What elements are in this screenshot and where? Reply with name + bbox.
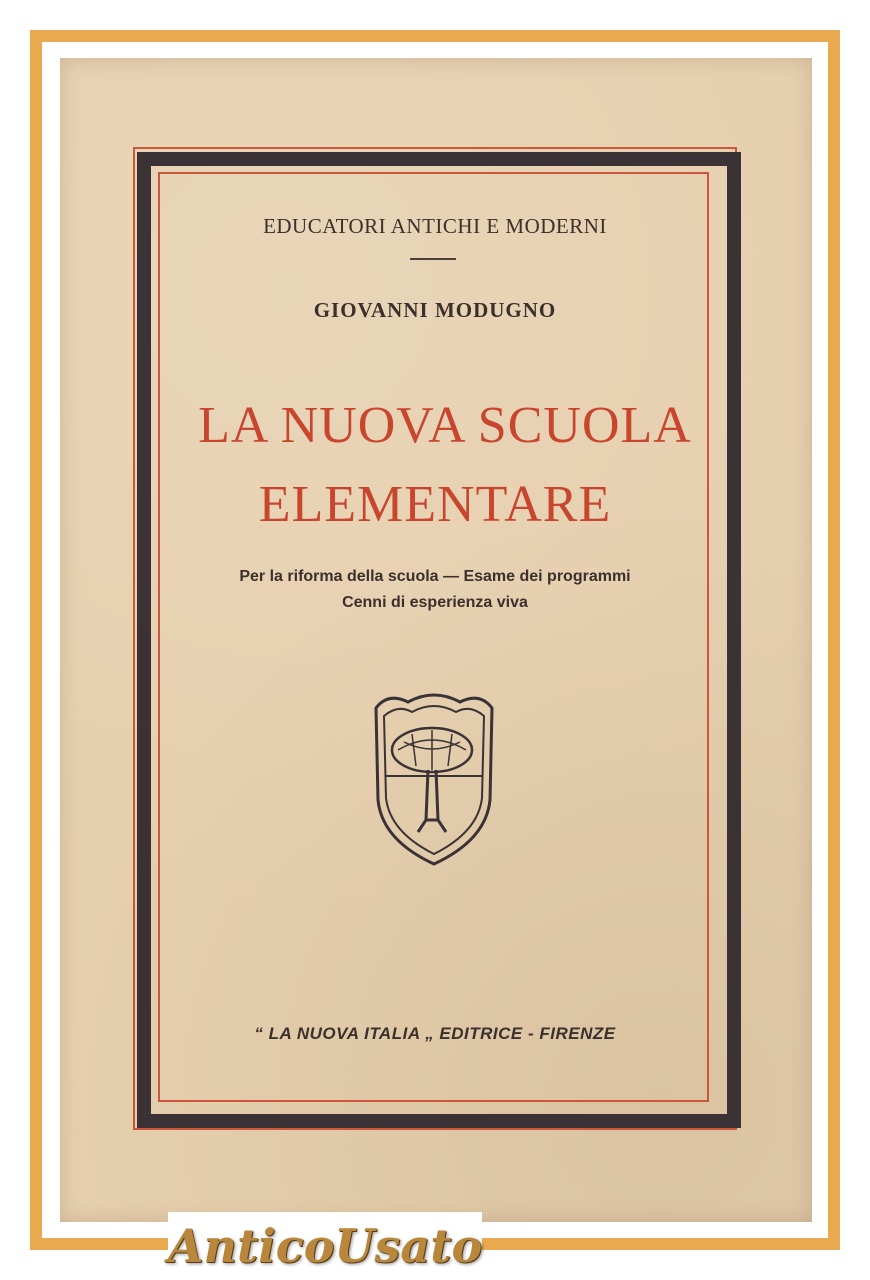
publisher: “ LA NUOVA ITALIA „ EDITRICE - FIRENZE: [254, 1024, 616, 1043]
series-title: EDUCATORI ANTICHI E MODERNI: [263, 214, 607, 238]
author-name: GIOVANNI MODUGNO: [313, 298, 557, 322]
book-title-line2: ELEMENTARE: [258, 476, 612, 533]
book-title-line1: LA NUOVA SCUOLA: [198, 397, 692, 454]
shield-with-tree-icon: [368, 690, 500, 868]
anticousato-watermark-logo: [168, 1212, 482, 1280]
divider: [410, 258, 456, 260]
subtitle-line2: Cenni di esperienza viva: [342, 594, 528, 611]
watermark-text: AnticoUsato: [167, 1219, 483, 1273]
subtitle-line1: Per la riforma della scuola — Esame dei programmi: [239, 568, 631, 585]
